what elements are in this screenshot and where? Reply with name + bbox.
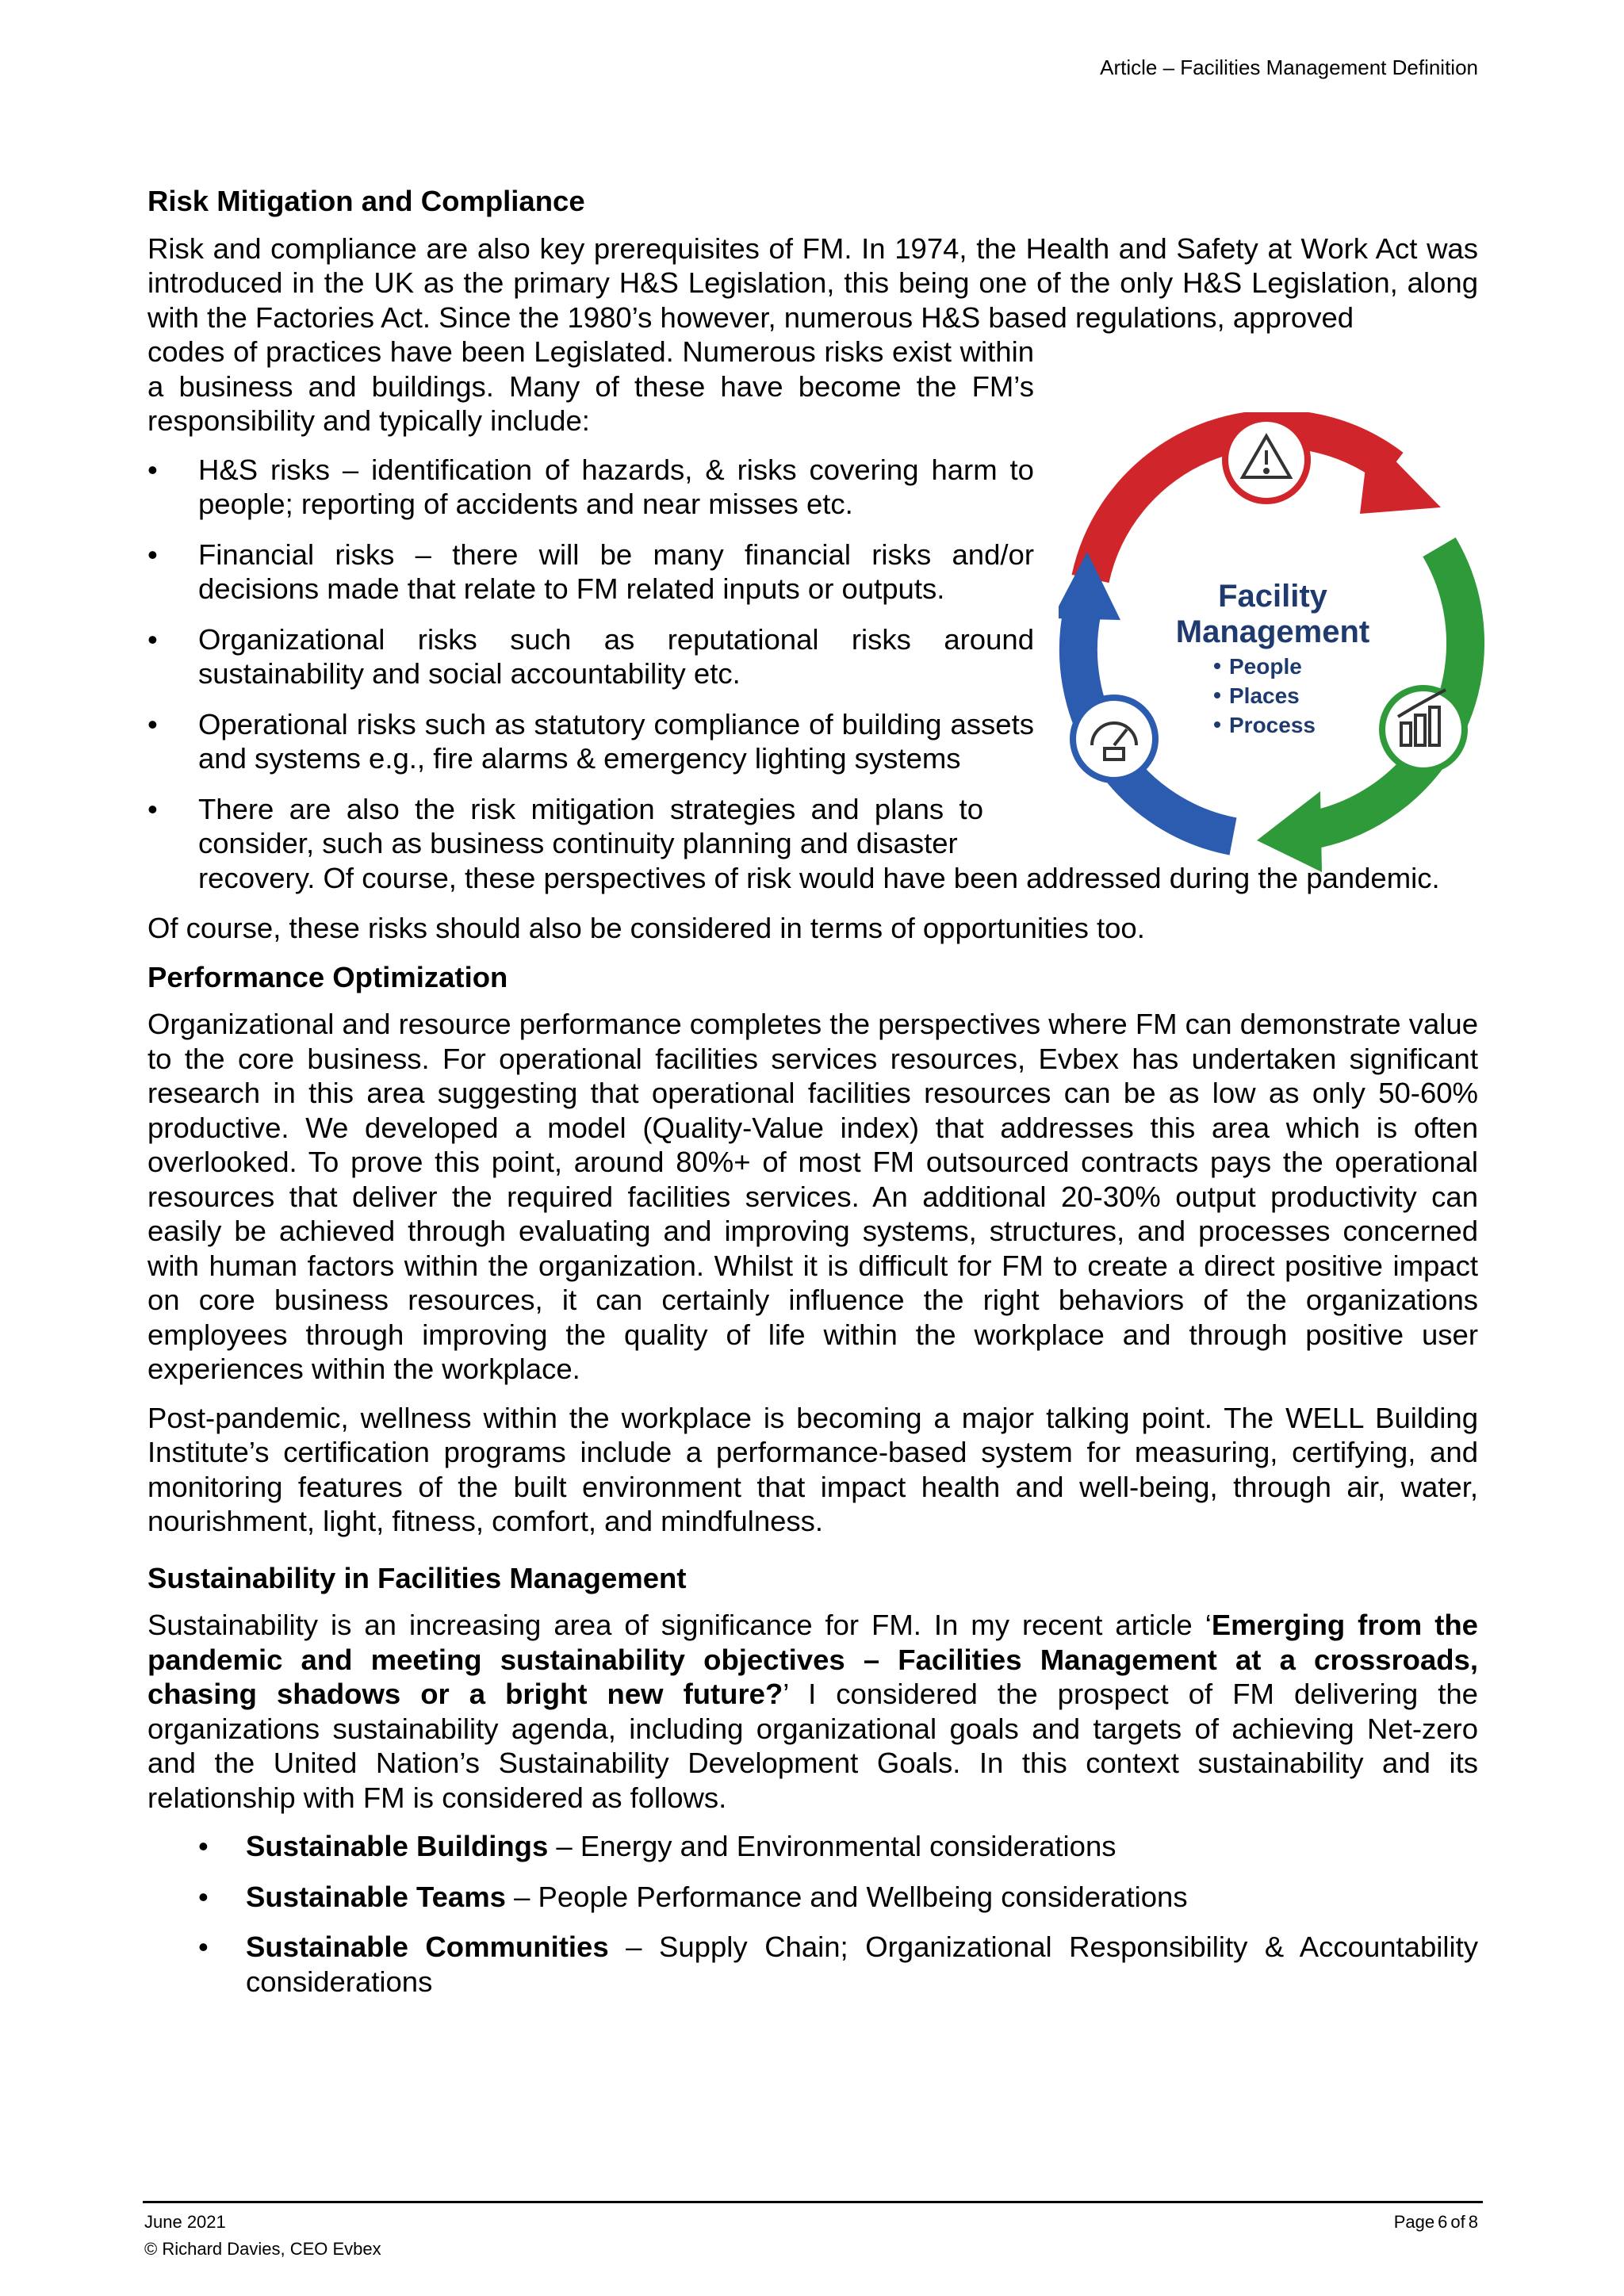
figure-title-line1: Facility — [1218, 579, 1327, 614]
sustainability-item-text: – Energy and Environmental considerations — [548, 1830, 1116, 1862]
sustainability-heading: Sustainability in Facilities Management — [147, 1561, 687, 1594]
list-item — [147, 707, 1034, 776]
footer-date: June 2021 — [144, 2212, 226, 2232]
performance-heading: Performance Optimization — [147, 960, 508, 993]
sustainability-item-title: Sustainable Buildings — [246, 1830, 549, 1862]
risk-item-text: There are also the risk mitigation strategies and plans to consider, such as business continuity planning and disaster — [198, 792, 983, 859]
risk-item-text-continued: recovery. Of course, these perspectives of risk would have been addressed during the pandemic. — [198, 861, 1440, 894]
footer-divider — [143, 2201, 1483, 2203]
figure-item-process: Process — [1229, 713, 1316, 737]
sustainability-item-title: Sustainable Teams — [246, 1880, 506, 1913]
sustainability-text-start: Sustainability is an increasing area of significance for FM. In my recent article ‘ — [147, 1609, 1212, 1641]
list-item — [147, 792, 1478, 896]
figure-item-people: People — [1229, 654, 1302, 679]
page-number — [1394, 2209, 1481, 2236]
performance-paragraph-1: Organizational and resource performance completes the perspectives where FM can demonstrate value to the core business. For operational facilities services resources, Evbex has undertaken significant research in this area suggesting that operational facilities resources can be as low as only 50-60% productive. We developed a model (Quality-Value index) that addresses this area which is often overlooked. To prove this point, around 80%+ of most FM outsourced contracts pays the operational resources that deliver the required facilities services. An additional 20-30% output productivity can easily be achieved through evaluating and improving systems, structures, and processes concerned with human factors within the organization. Whilst it is difficult for FM to create a direct positive impact on core business resources, it can certainly influence the right behaviors of the organizations employees through improving the quality of life within the workplace and through positive user experiences within the workplace. — [147, 1008, 1478, 1385]
article-body — [147, 184, 1478, 2015]
sustainability-text-end: ’ I considered the prospect of FM delivering the organizations sustainability agenda, including organizational goals and targets of achieving Net-zero and the United Nation’s Sustainability Development Goals. In this context sustainability and its relationship with FM is considered as follows. — [147, 1678, 1478, 1814]
page-current: 6 — [1438, 2212, 1448, 2232]
bullet-icon: • — [198, 1931, 209, 1963]
sustainability-item-text: – People Performance and Wellbeing considerations — [505, 1880, 1188, 1913]
list-item — [147, 1880, 1478, 1915]
bullet-icon: • — [147, 707, 158, 740]
bullet-icon: • — [198, 1830, 209, 1862]
risk-heading: Risk Mitigation and Compliance — [147, 185, 585, 217]
list-item — [147, 538, 1034, 607]
list-item — [147, 622, 1034, 691]
risk-item-text: H&S risks – identification of hazards, & risks covering harm to people; reporting of accidents and near misses etc. — [198, 453, 1034, 520]
risk-item-text: Operational risks such as statutory compliance of building assets and systems e.g., fire alarms & emergency lighting systems — [198, 707, 1034, 775]
bullet-icon: • — [198, 1880, 209, 1913]
figure-title-line2: Management — [1175, 614, 1370, 649]
sustainability-item-text: – Supply Chain; Organizational Responsibility & Accountability considerations — [246, 1931, 1478, 1998]
risk-closing-paragraph: Of course, these risks should also be considered in terms of opportunities too. — [147, 912, 1145, 944]
page-label: Page — [1393, 2212, 1435, 2232]
bullet-icon: • — [147, 622, 158, 656]
risk-intro-paragraph — [147, 232, 1478, 335]
list-item — [147, 1930, 1478, 1999]
footer-copyright: © Richard Davies, CEO Evbex — [144, 2239, 381, 2259]
risk-item-text: Organizational risks such as reputational risks around sustainability and social accountability etc. — [198, 622, 1034, 690]
risk-intro-continued: codes of practices have been Legislated. Numerous risks exist within a business and buildings. Many of these have become the FM’s responsibility and typically include: — [147, 335, 1034, 437]
figure-item-places: Places — [1229, 683, 1300, 708]
page-of-label: of — [1450, 2212, 1465, 2232]
risk-item-text: Financial risks – there will be many financial risks and/or decisions made that relate to FM related inputs or outputs. — [198, 538, 1034, 605]
bullet-icon: • — [147, 538, 158, 571]
page-total: 8 — [1468, 2212, 1478, 2232]
bullet-icon: • — [147, 453, 158, 486]
page-header-title: Article – Facilities Management Definition — [1100, 55, 1478, 79]
footer-left — [144, 2209, 381, 2263]
risk-intro-text: Risk and compliance are also key prerequisites of FM. In 1974, the Health and Safety at Work Act was introduced in the UK as the primary H&S Legislation, this being one of the only H&S Legislation, along with the Factories Act. Since the 1980’s however, numerous H&S based regulations, approved — [147, 232, 1478, 334]
list-item — [147, 453, 1034, 522]
sustainability-article-title: Emerging from the pandemic and meeting sustainability objectives – Facilities Management at a crossroads, chasing shadows or a bright new future? — [147, 1609, 1478, 1710]
bullet-icon: • — [147, 792, 158, 825]
performance-paragraph-2: Post-pandemic, wellness within the workplace is becoming a major talking point. The WELL Building Institute’s certification programs include a performance-based system for measuring, certifying, and monitoring features of the built environment that impact health and well-being, through air, water, nourishment, light, fitness, comfort, and mindfulness. — [147, 1401, 1478, 1537]
sustainability-list — [147, 1829, 1478, 1999]
sustainability-paragraph — [147, 1608, 1478, 1815]
list-item — [147, 1829, 1478, 1864]
risk-list — [147, 453, 1478, 896]
sustainability-item-title: Sustainable Communities — [246, 1931, 609, 1963]
